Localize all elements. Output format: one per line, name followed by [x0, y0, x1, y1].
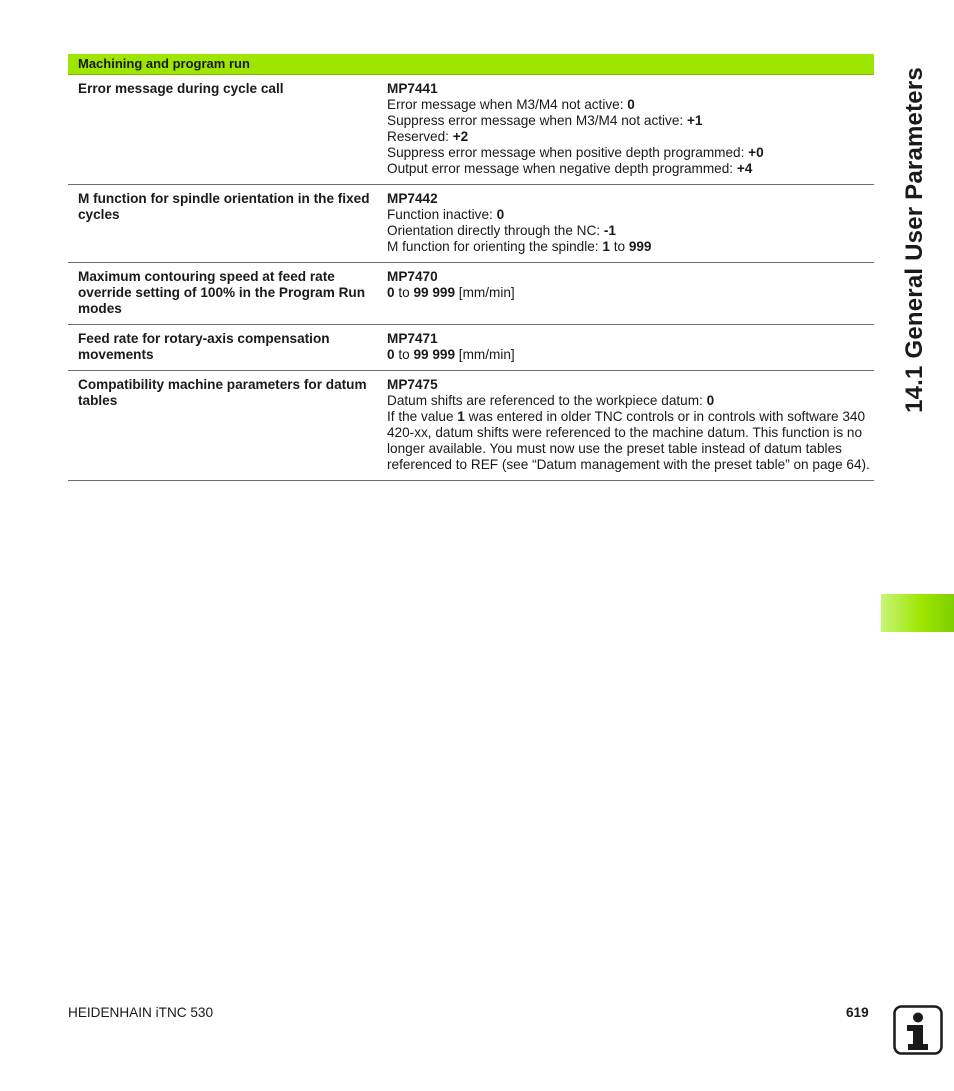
option-line: Output error message when negative depth programmed: +4	[387, 161, 753, 176]
machine-parameter-id: MP7475	[387, 377, 438, 392]
table-row	[68, 371, 874, 481]
machine-parameter-id: MP7442	[387, 191, 438, 206]
chapter-title-text: 14.1 General User Parameters	[901, 67, 928, 413]
chapter-tab-marker	[881, 594, 954, 632]
option-line: 0 to 99 999 [mm/min]	[387, 347, 515, 362]
range-from: 0	[387, 347, 395, 362]
option-value: -1	[603, 223, 616, 238]
option-line: Suppress error message when M3/M4 not active: +1	[387, 113, 703, 128]
option-line: Reserved: +2	[387, 129, 469, 144]
parameter-description	[387, 377, 874, 473]
option-line: Suppress error message when positive depth programmed: +0	[387, 145, 764, 160]
range-to: 99 999	[413, 347, 456, 362]
parameter-label: Error message during cycle call	[78, 81, 284, 96]
option-line: Datum shifts are referenced to the workpiece datum: 0	[387, 393, 715, 408]
machine-parameter-id: MP7470	[387, 269, 438, 284]
option-value: +1	[686, 113, 703, 128]
option-line: Orientation directly through the NC: -1	[387, 223, 616, 238]
table-row	[68, 263, 874, 325]
chapter-side-title	[895, 60, 935, 420]
option-line: 0 to 99 999 [mm/min]	[387, 285, 515, 300]
machine-parameter-id: MP7441	[387, 81, 438, 96]
option-value: +0	[748, 145, 764, 160]
parameter-table	[68, 54, 874, 481]
table-row	[68, 325, 874, 371]
option-value: 1	[457, 409, 465, 424]
range-to: 999	[628, 239, 652, 254]
parameter-description	[387, 191, 874, 255]
option-value: 0	[706, 393, 715, 408]
parameter-description	[387, 269, 874, 317]
table-row	[68, 75, 874, 185]
option-line: M function for orienting the spindle: 1 to 999	[387, 239, 652, 254]
info-icon	[893, 1005, 943, 1055]
section-header	[68, 54, 874, 75]
machine-parameter-id: MP7471	[387, 331, 438, 346]
range-from: 1	[602, 239, 610, 254]
table-row	[68, 185, 874, 263]
option-value: 0	[496, 207, 505, 222]
range-to: 99 999	[413, 285, 456, 300]
unit: [mm/min]	[455, 347, 515, 362]
option-value: +4	[736, 161, 753, 176]
parameter-label: Feed rate for rotary-axis compensation movements	[78, 331, 330, 362]
page-number: 619	[846, 1005, 869, 1020]
parameter-label: Maximum contouring speed at feed rate override setting of 100% in the Program Run modes	[78, 269, 366, 316]
option-line: Function inactive: 0	[387, 207, 505, 222]
parameter-label: Compatibility machine parameters for datum tables	[78, 377, 367, 408]
section-title: Machining and program run	[78, 56, 250, 71]
parameter-description	[387, 81, 874, 177]
option-line: Error message when M3/M4 not active: 0	[387, 97, 635, 112]
unit: [mm/min]	[455, 285, 515, 300]
option-line: If the value 1 was entered in older TNC controls or in controls with software 340 420-xx, datum shifts were referenced to the machine datum. This function is no longer available. You must now use the preset table instead of datum tables referenced to REF (see “Datum management with the preset table” on page 64).	[387, 409, 870, 472]
parameter-label: M function for spindle orientation in the fixed cycles	[78, 191, 370, 222]
range-from: 0	[387, 285, 395, 300]
footer-product: HEIDENHAIN iTNC 530	[68, 1005, 214, 1020]
option-value: 0	[627, 97, 635, 112]
option-value: +2	[452, 129, 469, 144]
parameter-description	[387, 331, 874, 363]
